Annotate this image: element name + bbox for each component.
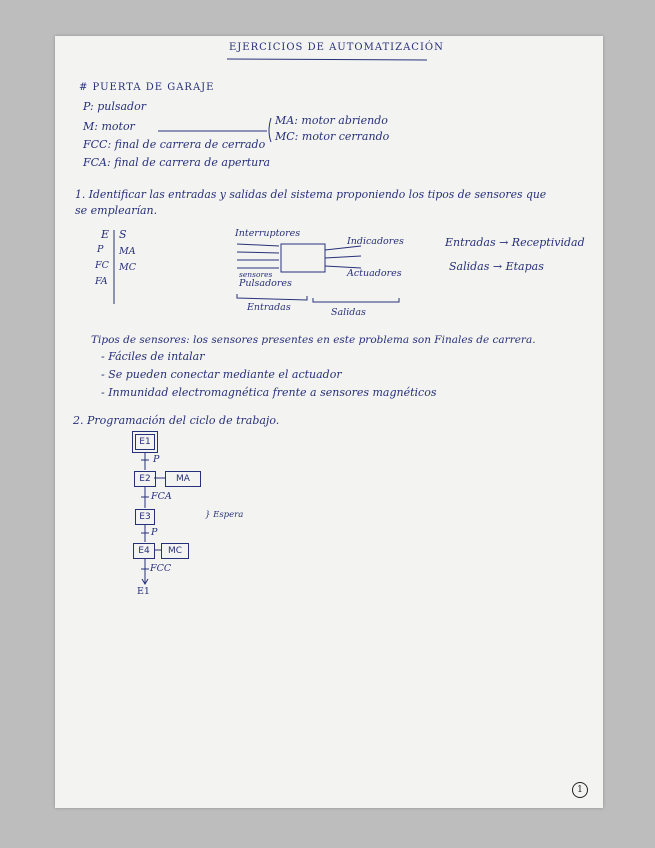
- grafcet-transition-p1: P: [153, 454, 160, 465]
- question-1-line-1: 1. Identificar las entradas y salidas del sistema proponiendo los tipos de sensores que: [75, 188, 547, 201]
- sensor-types-intro: Tipos de sensores: los sensores presentes en este problema son Finales de carrera.: [91, 334, 536, 346]
- label-actuadores: Actuadores: [347, 268, 402, 279]
- label-salidas: Salidas: [331, 307, 366, 318]
- relation-entradas: Entradas → Receptividad: [445, 236, 585, 249]
- definition-mc: MC: motor cerrando: [275, 130, 390, 143]
- io-input-1: P: [97, 244, 104, 255]
- section-title: # PUERTA DE GARAJE: [79, 82, 215, 93]
- question-1-line-2: se emplearían.: [75, 204, 158, 217]
- sensor-type-item-2: - Se pueden conectar mediante el actuador: [101, 368, 342, 381]
- io-output-2: MC: [119, 262, 136, 273]
- grafcet-note-espera: } Espera: [205, 510, 244, 520]
- grafcet-step-e1: E1: [135, 434, 155, 450]
- definition-m: M: motor: [83, 120, 135, 133]
- label-entradas: Entradas: [247, 302, 291, 313]
- definition-fca: FCA: final de carrera de apertura: [83, 156, 271, 169]
- sensor-type-item-1: - Fáciles de intalar: [101, 350, 205, 363]
- sensor-type-item-3: - Inmunidad electromagnética frente a sensores magnéticos: [101, 386, 437, 399]
- grafcet-step-e3: E3: [135, 509, 155, 525]
- question-2: 2. Programación del ciclo de trabajo.: [73, 414, 280, 427]
- grafcet-return-e1: E1: [137, 586, 150, 597]
- page-number: 1: [572, 782, 588, 798]
- io-input-2: FC: [95, 260, 109, 271]
- definition-ma: MA: motor abriendo: [275, 114, 388, 127]
- grafcet-step-e4: E4: [133, 543, 155, 559]
- page-title: EJERCICIOS DE AUTOMATIZACIÓN: [229, 42, 444, 53]
- definition-p: P: pulsador: [83, 100, 146, 113]
- io-output-1: MA: [119, 246, 136, 257]
- notebook-page: [55, 36, 603, 808]
- label-indicadores: Indicadores: [347, 236, 404, 247]
- io-input-3: FA: [95, 276, 108, 287]
- grafcet-action-mc: MC: [161, 543, 189, 559]
- grafcet-transition-p2: P: [151, 527, 158, 538]
- label-sensores: sensores: [239, 270, 273, 279]
- definition-fcc: FCC: final de carrera de cerrado: [83, 138, 266, 151]
- grafcet-action-ma: MA: [165, 471, 201, 487]
- relation-salidas: Salidas → Etapas: [449, 260, 544, 273]
- grafcet-transition-fca: FCA: [151, 491, 172, 502]
- grafcet-step-e2: E2: [134, 471, 156, 487]
- io-header-s: S: [119, 228, 127, 241]
- io-header-e: E: [101, 228, 110, 241]
- label-interruptores: Interruptores: [235, 228, 301, 239]
- label-pulsadores: Pulsadores: [239, 278, 292, 289]
- grafcet-transition-fcc: FCC: [150, 563, 172, 574]
